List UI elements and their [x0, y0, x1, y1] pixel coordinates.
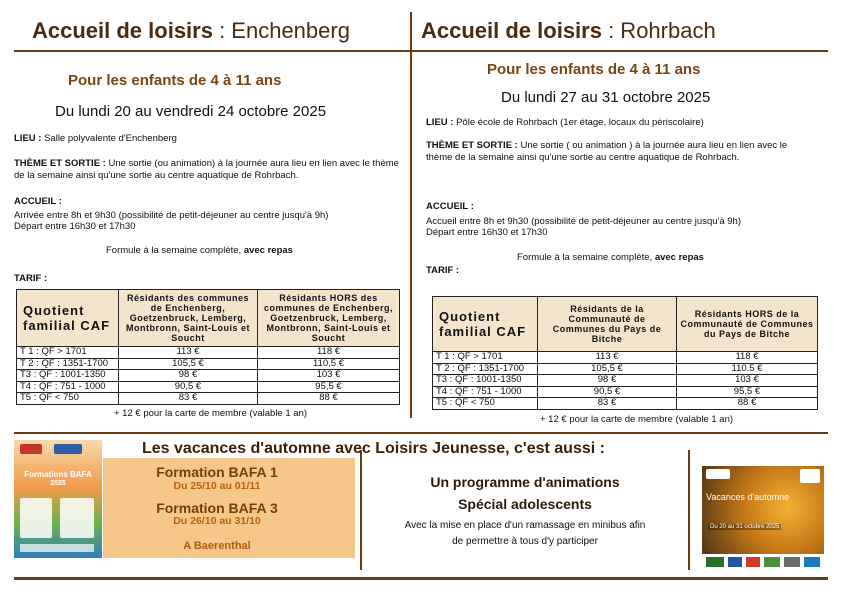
left-membre: + 12 € pour la carte de membre (valable 1 an): [114, 408, 308, 419]
left-theme: THÈME ET SORTIE : Une sortie (ou animation) à la journée aura lieu en lien avec le thème de la semaine ainsi qu'une sortie au centre aquatique de Rohrbach.: [14, 158, 399, 181]
col-residents: Résidants des communes de Enchenberg, Goetzenbruck, Lemberg, Montbronn, Saint-Louis et Soucht: [119, 290, 258, 347]
bafa-poster-year: 2025: [50, 480, 66, 487]
right-title: [421, 18, 716, 44]
right-subhead: Pour les enfants de 4 à 11 ans: [487, 61, 701, 78]
table-row: T 1 : QF > 1701 113 € 118 €: [433, 352, 818, 364]
column-divider: [410, 12, 412, 418]
bafa-poster-title: Formations BAFA: [24, 470, 92, 479]
col-hors: Résidants HORS de la Communauté de Communes du Pays de Bitche: [677, 297, 818, 352]
right-formule: Formule à la semaine complète, avec repas: [517, 252, 704, 263]
left-formule: Formule à la semaine complète, avec repas: [106, 245, 293, 256]
qf-header: Quotient familial CAF: [433, 297, 538, 352]
right-tarif-table: [432, 296, 818, 410]
table-row: T 2 : QF : 1351-1700 105,5 € 110.5 €: [433, 363, 818, 375]
bottom-rule: [14, 577, 828, 580]
left-title: [32, 18, 350, 44]
table-row: T 2 : QF : 1351-1700 105,5 € 110,5 €: [17, 358, 400, 370]
vacances-poster: [702, 466, 824, 570]
bafa3-title: Formation BAFA 3: [156, 500, 278, 516]
qf-header: Quotient familial CAF: [17, 290, 119, 347]
table-row: T5 : QF < 750 83 € 88 €: [433, 398, 818, 410]
bafa1-title: Formation BAFA 1: [156, 464, 278, 480]
bafa1-dates: Du 25/10 au 01/11: [173, 480, 261, 492]
bafa-box: [103, 458, 355, 558]
table-row: T4 : QF : 751 - 1000 90,5 € 95,5 €: [17, 381, 400, 393]
bottom-divider-right: [688, 450, 690, 570]
table-row: T 1 : QF > 1701 113 € 118 €: [17, 347, 400, 359]
left-accueil: ACCUEIL : Arrivée entre 8h et 9h30 (possibilité de petit-déjeuner au centre jusqu'à 9h) Départ entre 16h30 et 17h30: [14, 196, 329, 232]
bafa-poster: [14, 440, 102, 558]
table-row: T3 : QF : 1001-1350 98 € 103 €: [433, 375, 818, 387]
bafa3-dates: Du 26/10 au 31/10: [173, 515, 261, 527]
left-lieu: LIEU : Salle polyvalente d'Enchenberg: [14, 133, 177, 144]
left-dates: Du lundi 20 au vendredi 24 octobre 2025: [55, 103, 327, 120]
right-theme: THÈME ET SORTIE : Une sortie ( ou animation ) à la journée aura lieu en lien avec le thème de la semaine ainsi qu'une sortie au centre aquatique de Rohrbach.: [426, 140, 788, 163]
right-title-rest: : Rohrbach: [601, 18, 716, 43]
middle-rule: [14, 432, 828, 434]
vacances-poster-title: Vacances d'automne: [706, 492, 790, 502]
right-tarif-label: TARIF :: [426, 265, 460, 276]
table-row: T4 : QF : 751 - 1000 90,5 € 95,5 €: [433, 386, 818, 398]
right-accueil: ACCUEIL : Accueil entre 8h et 9h30 (possibilité de petit-déjeuner au centre jusqu'à 9h) Départ entre 16h30 et 17h30: [426, 201, 741, 238]
left-tarif-label: TARIF :: [14, 273, 48, 284]
right-lieu: LIEU : Pôle école de Rohrbach (1er étage, locaux du périscolaire): [426, 117, 704, 128]
col-residents: Résidants de la Communauté de Communes du Pays de Bitche: [538, 297, 677, 352]
col-hors: Résidants HORS des communes de Enchenberg, Goetzenbruck, Lemberg, Montbronn, Saint-Louis et Soucht: [258, 290, 400, 347]
prog-text2: de permettre à tous d'y participer: [452, 536, 598, 547]
prog-text1: Avec la mise en place d'un ramassage en minibus afin: [404, 520, 646, 531]
right-dates: Du lundi 27 au 31 octobre 2025: [501, 89, 711, 106]
prog-line1: Un programme d'animations: [430, 474, 620, 490]
left-tarif-table: [16, 289, 400, 405]
bottom-headline: Les vacances d'automne avec Loisirs Jeunesse, c'est aussi :: [142, 440, 605, 457]
left-subhead: Pour les enfants de 4 à 11 ans: [68, 72, 282, 89]
right-membre: + 12 € pour la carte de membre (valable 1 an): [540, 414, 734, 425]
table-row: T5 : QF < 750 83 € 88 €: [17, 393, 400, 405]
left-title-rest: : Enchenberg: [212, 18, 350, 43]
table-row: T3 : QF : 1001-1350 98 € 103 €: [17, 370, 400, 382]
bafa-place: A Baerenthal: [183, 540, 251, 552]
prog-line2: Spécial adolescents: [458, 496, 592, 512]
right-title-bold: Accueil de loisirs: [421, 18, 602, 43]
top-rule: [14, 50, 828, 52]
vacances-poster-dates: Du 20 au 31 octobre 2025: [710, 524, 780, 530]
left-title-bold: Accueil de loisirs: [32, 18, 213, 43]
